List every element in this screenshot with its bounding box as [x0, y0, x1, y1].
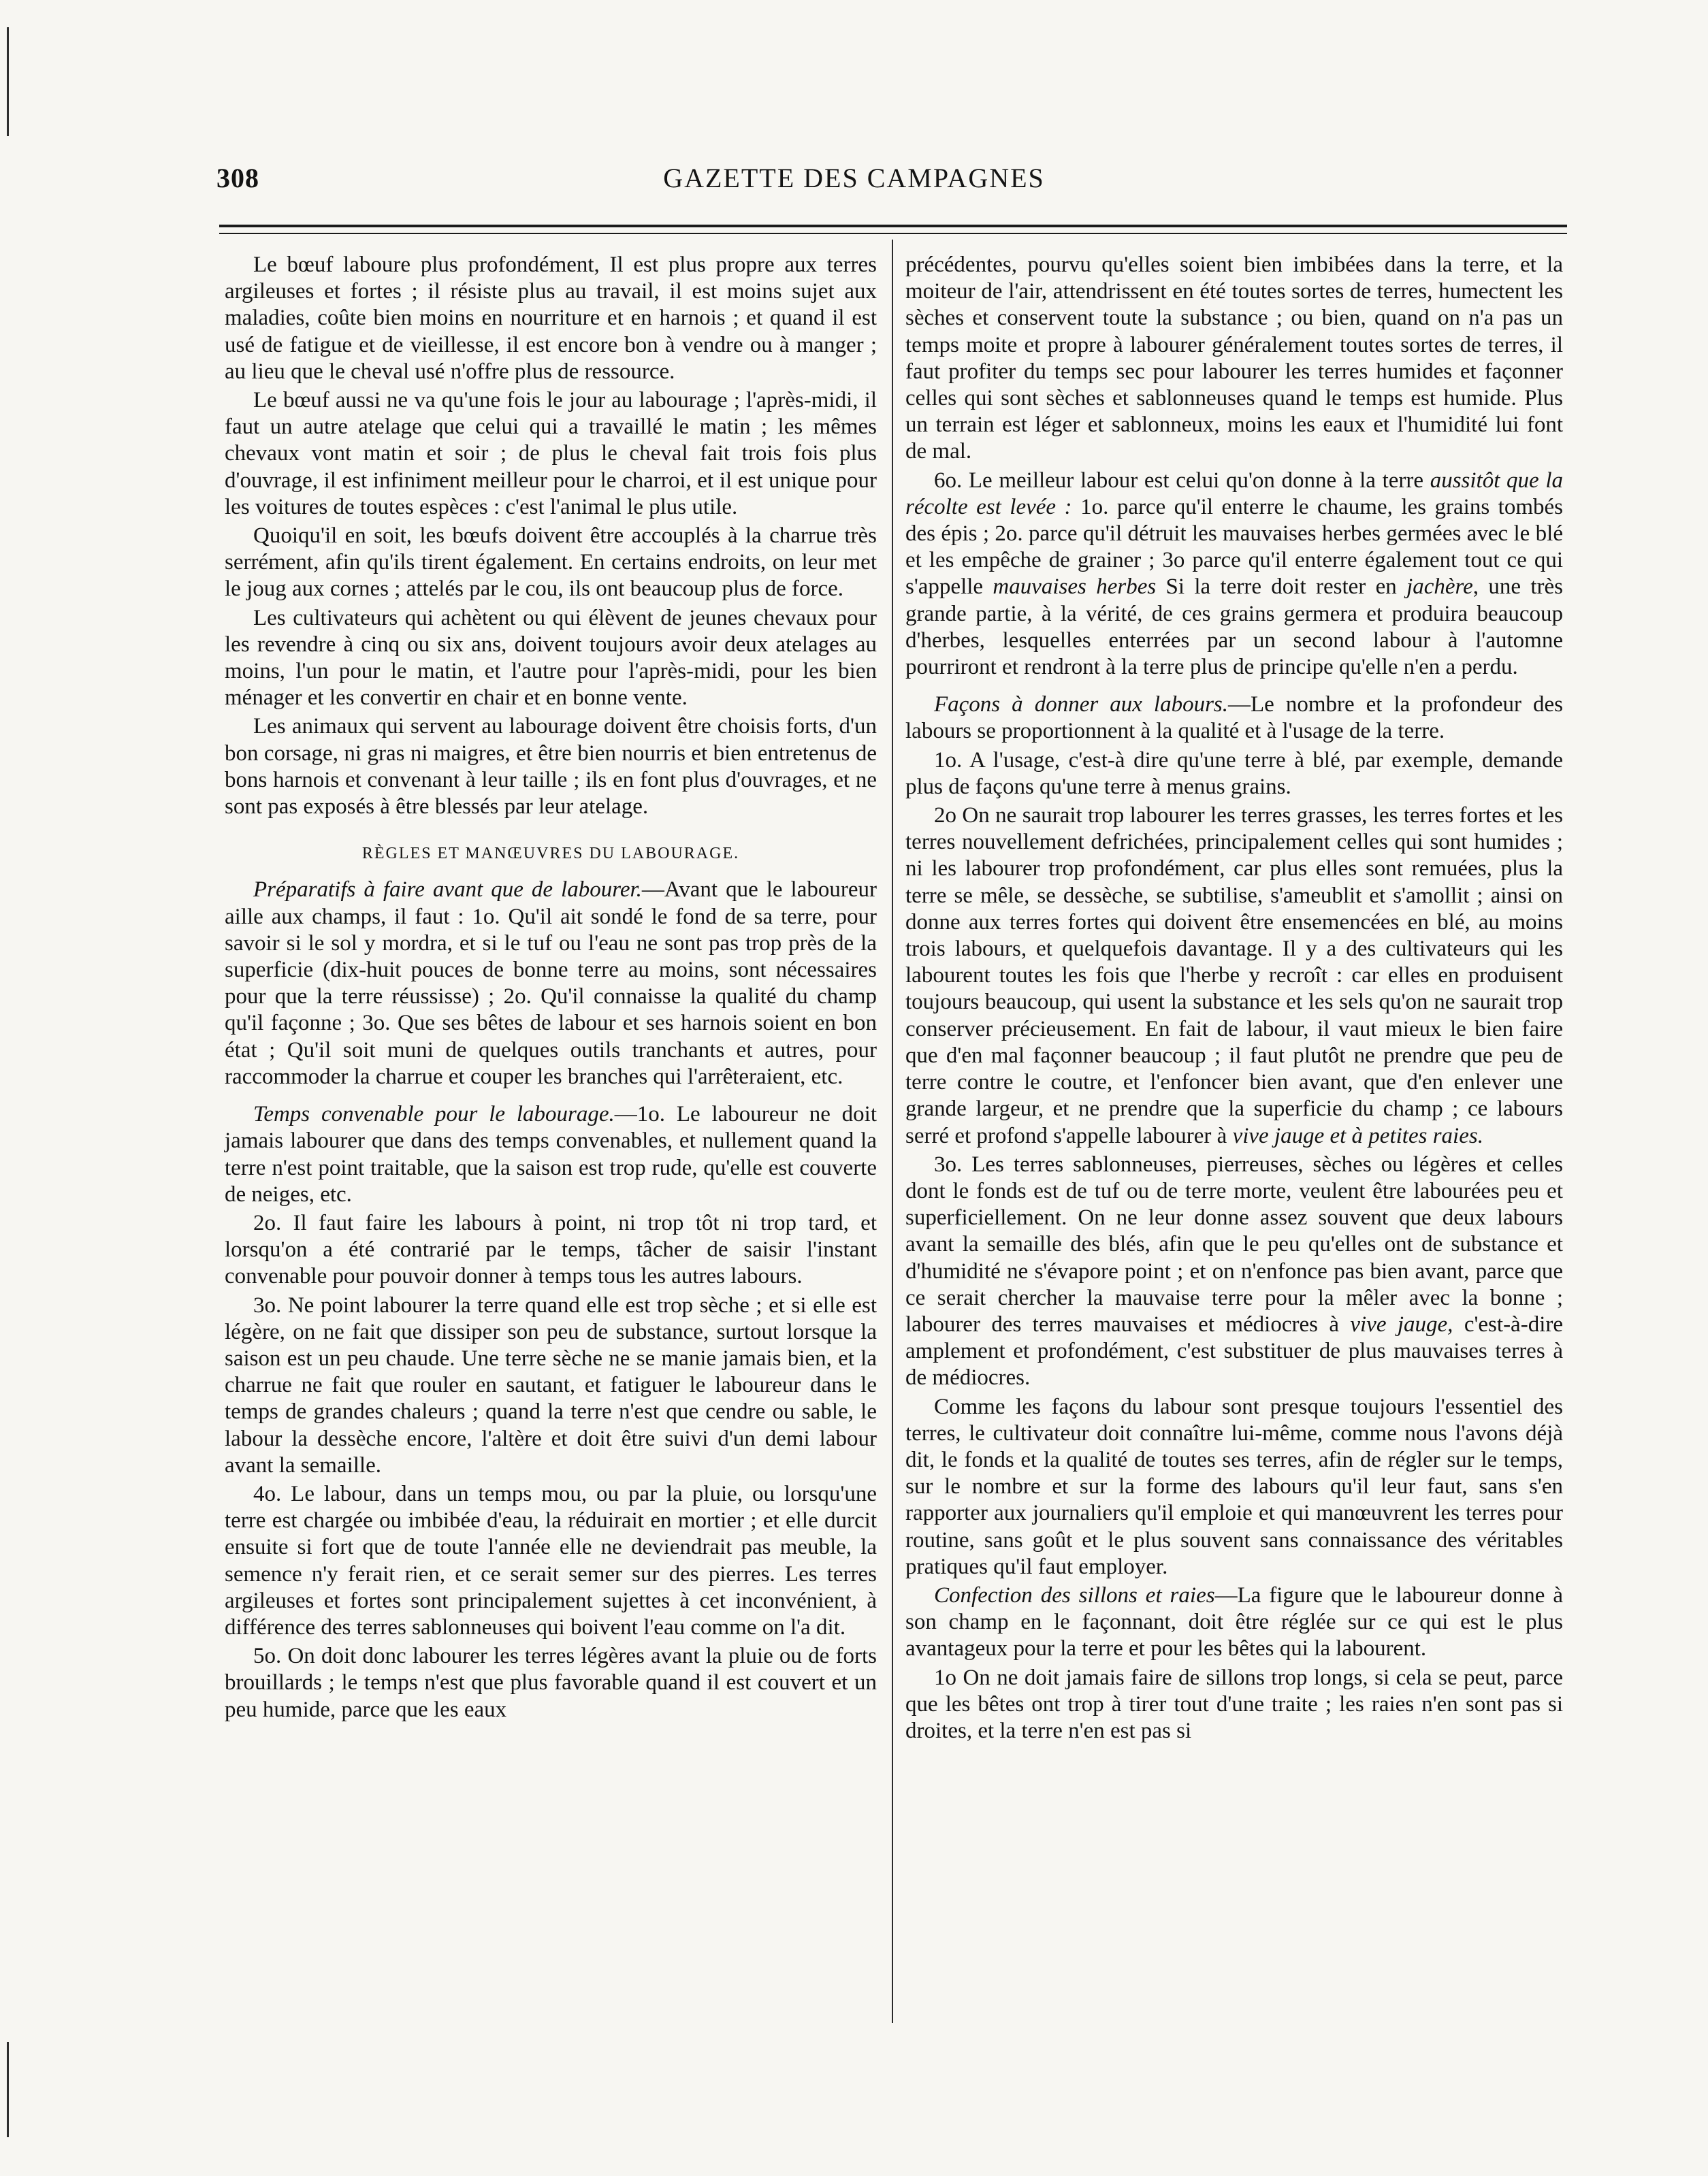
subsection-title: Temps convenable pour le labourage. [253, 1102, 615, 1127]
header-rule-thin [219, 233, 1567, 234]
paragraph: 3o. Ne point labourer la terre quand elle est trop sèche ; et si elle est légère, on ne fait que dissiper son peu de substance, surtout lorsque la saison est un peu chaude. Une terre sèche ne se manie jamais bien, et la charrue ne fait que rouler en sautant, et fatiguer le laboureur dans le temps de grandes chaleurs ; quand la terre n'est que cendre ou sable, le labour la dessèche encore, l'altère et doit être suivi d'un demi labour avant la semaille. [225, 1293, 877, 1478]
page-number: 308 [216, 163, 259, 193]
subsection-text: —Le nombre et la profondeur des labours se proportionnent à la qualité et à l'usage de la terre. [905, 692, 1563, 744]
paragraph: Les animaux qui servent au labourage doivent être choisis forts, d'un bon corsage, ni gras ni maigres, et être bien nourris et bien entretenus de bons harnois et convenant à leur taille ; ils en font plus d'ouvrages, et ne sont pas exposés à être blessés par leur atelage. [225, 714, 877, 819]
subsection-title: Confection des sillons et raies [934, 1582, 1215, 1608]
paragraph: Comme les façons du labour sont presque toujours l'essentiel des terres, le cultivateur doit connaître lui-même, comme nous l'avons déjà dit, le fonds et la qualité de toutes ses terres, afin de régler sur le temps, sur le nombre et sur la forme des labours qu'il leur faut, sans s'en rapporter aux journaliers qu'il emploie et qui manœuvrent les terres pour routine, sans goût et le plus souvent sans connaissance des véritables pratiques qu'il faut employer. [905, 1394, 1563, 1579]
paragraph: 1o On ne doit jamais faire de sillons trop longs, si cela se peut, parce que les bêtes ont trop à tirer tout d'une traite ; les raies n'en sont pas si droites, et la terre n'en est pas si [905, 1665, 1563, 1743]
paragraph: 4o. Le labour, dans un temps mou, ou par la pluie, ou lorsqu'une terre est chargée ou imbibée d'eau, la réduirait en mortier ; et elle durcit ensuite si fort que de toute l'année elle ne deviendrait pas meuble, la semence n'y ferait rien, et ce serait semer sur des pierres. Les terres argileuses et fortes sont principalement sujettes à cet inconvénient, à différence des terres sablonneuses qui boivent l'eau comme on l'a dit. [225, 1481, 877, 1640]
paragraph: Quoiqu'il en soit, les bœufs doivent être accouplés à la charrue très serrément, afin qu'ils tirent également. En certains endroits, on leur met le joug aux cornes ; attelés par le cou, ils ont beaucoup plus de force. [225, 523, 877, 602]
subsection-text: —Avant que le laboureur aille aux champs, il faut : 1o. Qu'il ait sondé le fond de sa terre, pour savoir si le sol y mordra, et si le tuf ou l'eau ne sont pas trop près de la superficie (dix-huit pouces de bonne terre au moins, sont nécessaires pour que la terre réussisse) ; 2o. Qu'il connaisse la qualité du champ qu'il façonne ; 3o. Que ses bêtes de labour et ses harnois soient en bon état ; Qu'il soit muni de quelques outils tranchants et autres, pour raccommoder la charrue et couper les branches qui l'arrêteraient, etc. [225, 877, 877, 1089]
paragraph: 5o. On doit donc labourer les terres légères avant la pluie ou de forts brouillards ; le temps n'est que plus favorable quand il est couvert et un peu humide, parce que les eaux [225, 1644, 877, 1722]
paragraph [225, 877, 877, 1090]
left-column [225, 252, 877, 1723]
paragraph: 3o. Les terres sablonneuses, pierreuses, sèches ou légères et celles dont le fonds est de tuf ou de terre morte, veulent être labourées peu et superficiellement. On ne leur donne assez souvent que deux labours avant la semaille des blés, afin que le peu qu'elles ont de substance et d'humidité ne s'évapore point ; et on n'enfonce pas bien avant, parce que ce serait chercher la mauvaise terre pour la mêler avec la bonne ; labourer des terres mauvaises et médiocres à vive jauge, c'est-à-dire amplement et profondément, c'est substituer de plus mauvaises terres à de médiocres. [905, 1152, 1563, 1391]
scan-edge-mark [7, 2042, 9, 2137]
subsection-title: Préparatifs à faire avant que de labourer. [253, 877, 642, 903]
subsection-text: —1o. Le laboureur ne doit jamais labourer que dans des temps convenables, et nullement quand la terre n'est point traitable, que la saison est trop rude, qu'elle est couverte de neiges, etc. [225, 1102, 877, 1207]
paragraph: 1o. A l'usage, c'est-à dire qu'une terre à blé, par exemple, demande plus de façons qu'une terre à menus grains. [905, 747, 1563, 799]
scan-edge-mark [7, 27, 9, 136]
paragraph: précédentes, pourvu qu'elles soient bien imbibées dans la terre, et la moiteur de l'air, attendrissent en été toutes sortes de terres, humectent les sèches et conservent toute la substance ; ou bien, quand on n'a pas un temps moite et propre à labourer généralement toutes sortes de terres, il faut profiter du temps sec pour labourer les terres humides et façonner celles qui sont sèches et sablonneuses quand le temps est humide. Plus un terrain est léger et sablonneux, moins les eaux et l'humidité lui font de mal. [905, 253, 1563, 464]
header-rule [219, 225, 1567, 227]
section-heading: RÈGLES ET MANŒUVRES DU LABOURAGE. [361, 845, 740, 863]
paragraph: Le bœuf aussi ne va qu'une fois le jour au labourage ; l'après-midi, il faut un autre atelage que celui qui a travaillé le matin ; les mêmes chevaux vont matin et soir ; de plus le cheval fait trois fois plus d'ouvrage, il est infiniment meilleur pour le charroi, et il est unique pour les voitures de toutes espèces : c'est l'animal le plus utile. [225, 388, 877, 519]
paragraph: Les cultivateurs qui achètent ou qui élèvent de jeunes chevaux pour les revendre à cinq ou six ans, doivent toujours avoir deux atelages au moins, l'un pour le matin, et l'autre pour l'après-midi, pour les bien ménager et les convertir en chair et en bonne vente. [225, 605, 877, 711]
subsection-title: Façons à donner aux labours. [934, 692, 1228, 717]
paragraph [225, 1101, 877, 1208]
paragraph: 6o. Le meilleur labour est celui qu'on donne à la terre aussitôt que la récolte est levée : 1o. parce qu'il enterre le chaume, les grains tombés des épis ; 2o. parce qu'il détruit les mauvaises herbes germées avec le blé et les empêche de grainer ; 3o parce qu'il enterre également tout ce qui s'appelle mauvaises herbes Si la terre doit rester en jachère, une très grande partie, à la vérité, de ces grains germera et produira beaucoup d'herbes, lesquelles enterrées par un second labour à l'automne pourriront et rendront à la terre plus de principe qu'elle n'en a perdu. [905, 468, 1564, 680]
paragraph: 2o On ne saurait trop labourer les terres grasses, les terres fortes et les terres nouvellement defrichées, principalement celles qui sont humides ; ni les labourer trop profondément, car plus elles sont remuées, plus la terre se mêle, se dessèche, se subtilise, s'ameublit et s'amollit ; ainsi on donne aux terres fortes qui doivent être ensemencées en blé, au moins trois labours, et quelquefois davantage. Il y a des cultivateurs qui les labourent toutes les fois que l'herbe y recroît : car elles en produisent toujours beaucoup, qui usent la substance et les sels qu'on ne saurait trop conserver précieusement. En fait de labour, il vaut mieux le bien faire que d'en mal façonner beaucoup ; il faut plutôt ne prendre que peu de terre contre le coutre, et l'enfoncer bien avant, que d'en enlever une grande largeur, et ne prendre que la superficie du champ ; ce labours serré et profond s'appelle labourer à vive jauge et à petites raies. [905, 803, 1563, 1148]
column-divider [892, 240, 893, 2023]
paragraph [905, 692, 1563, 745]
right-column [905, 252, 1563, 1744]
subsection-text: —La figure que le laboureur donne à son champ en le façonnant, doit être réglée sur ce qui est le plus avantageux pour la terre et pour les bêtes qui la labourent. [905, 1582, 1563, 1661]
running-head: GAZETTE DES CAMPAGNES [663, 163, 1045, 193]
paragraph: 2o. Il faut faire les labours à point, ni trop tôt ni trop tard, et lorsqu'on a été contrarié par le temps, tâcher de saisir l'instant convenable pour pouvoir donner à temps tous les autres labours. [225, 1210, 877, 1289]
paragraph: Le bœuf laboure plus profondément, Il est plus propre aux terres argileuses et fortes ; il résiste plus au travail, il est moins sujet aux maladies, coûte bien moins en nourriture et en harnois ; et quand il est usé de fatigue et de vieillesse, il est encore bon à vendre ou à manger ; au lieu que le cheval usé n'offre plus de ressource. [225, 253, 877, 384]
paragraph [905, 1582, 1563, 1663]
